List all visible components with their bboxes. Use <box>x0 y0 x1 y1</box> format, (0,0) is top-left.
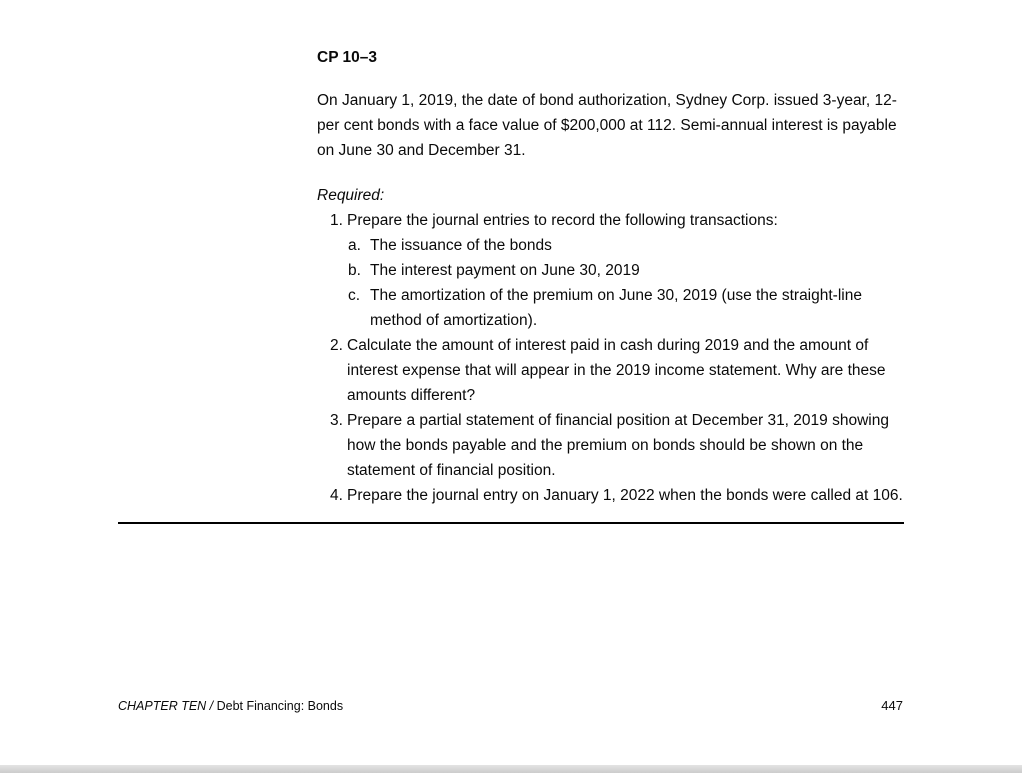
sub-list-item-b <box>347 258 907 283</box>
chapter-label-regular: Debt Financing: Bonds <box>216 699 344 713</box>
sub-list <box>347 233 907 333</box>
list-item-text: Prepare the journal entry on January 1, 2022 when the bonds were called at 106. <box>347 487 903 504</box>
list-item-4 <box>317 483 907 508</box>
bottom-strip <box>0 765 1022 773</box>
list-item-1 <box>317 208 907 333</box>
sub-item-letter: b. <box>348 262 361 279</box>
list-item-number: 4. <box>330 487 343 504</box>
list-item-body <box>347 208 907 333</box>
list-item-text: Prepare the journal entries to record the following transactions: <box>347 212 778 229</box>
required-label: Required: <box>317 187 385 204</box>
sub-item-text: The interest payment on June 30, 2019 <box>370 262 640 279</box>
sub-item-letter: a. <box>348 237 361 254</box>
chapter-label-italic: CHAPTER TEN / <box>118 699 217 713</box>
list-item-body <box>347 408 907 483</box>
page-footer <box>118 698 903 714</box>
sub-list-item-c <box>347 283 907 333</box>
list-item-text: Calculate the amount of interest paid in cash during 2019 and the amount of interest expense that will appear in the 2019 income statement. Why are these amounts different? <box>347 337 886 404</box>
sub-item-text: The issuance of the bonds <box>370 237 552 254</box>
list-item-text: Prepare a partial statement of financial position at December 31, 2019 showing how the bonds payable and the premium on bonds should be shown on the statement of financial position. <box>347 412 889 479</box>
list-item-body <box>347 333 907 408</box>
list-item-number: 3. <box>330 412 343 429</box>
sub-list-item-a <box>347 233 907 258</box>
sub-item-text: The amortization of the premium on June 30, 2019 (use the straight-line method of amortization). <box>370 287 862 329</box>
page-number: 447 <box>881 698 903 713</box>
horizontal-rule <box>118 522 904 524</box>
list-item-number: 2. <box>330 337 343 354</box>
sub-item-letter: c. <box>348 287 361 304</box>
list-item-number: 1. <box>330 212 343 229</box>
requirements-list <box>317 208 907 508</box>
list-item-2 <box>317 333 907 408</box>
list-item-body <box>347 483 907 508</box>
list-item-3 <box>317 408 907 483</box>
problem-block <box>317 45 907 508</box>
chapter-label <box>118 698 343 714</box>
problem-title: CP 10–3 <box>317 49 378 66</box>
problem-intro: On January 1, 2019, the date of bond authorization, Sydney Corp. issued 3-year, 12-per cent bonds with a face value of $200,000 at 112. Semi-annual interest is payable on June 30 and December 31. <box>317 92 897 159</box>
